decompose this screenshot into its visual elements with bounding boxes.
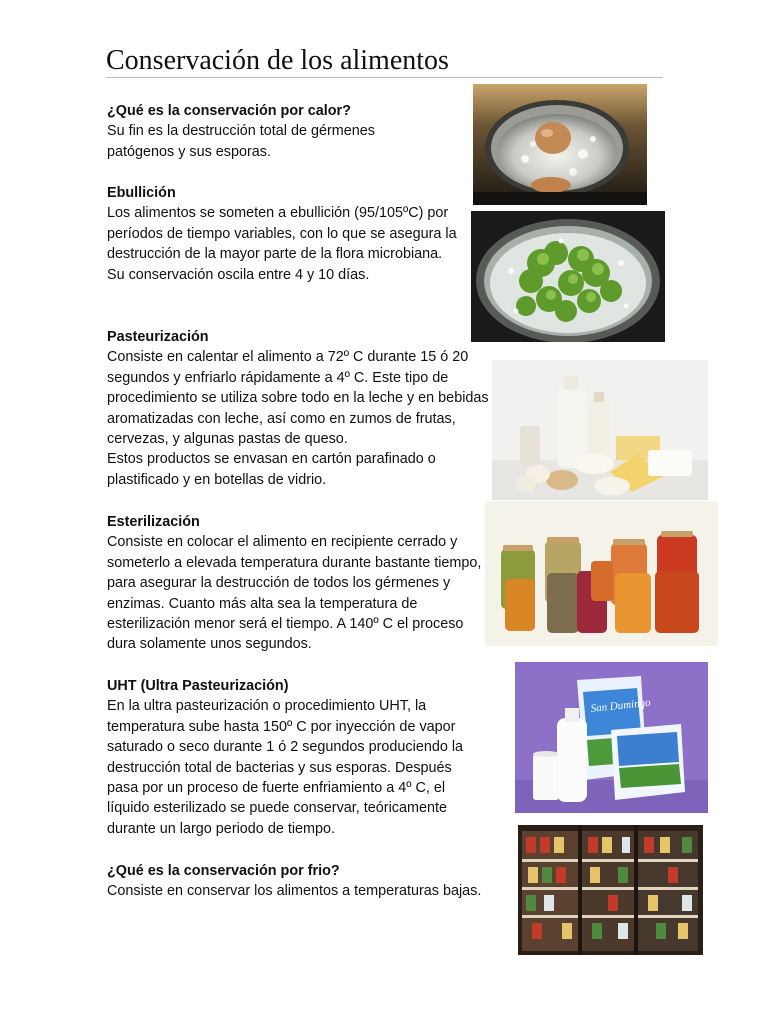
section-body: Consiste en colocar el alimento en recipiente cerrado y someterlo a elevada temperatura durante bastante tiempo, para asegurar la destrucción de todos los gérmenes y enzimas. Cuanto más alta sea la temperatura de esterilización menor será el tiempo. A 140º C el proceso dura solamente unos segundos. (107, 534, 482, 653)
section-heat-conservation (107, 101, 407, 162)
photo-supermarket-fridge (518, 825, 703, 955)
section-uht (107, 676, 467, 839)
photo-boiling-egg (473, 84, 647, 205)
milk-brand-label: San Dumingo (590, 696, 652, 715)
section-sterilization (107, 512, 482, 655)
photo-preserved-jars (485, 501, 718, 646)
section-heading: ¿Qué es la conservación por frio? (107, 863, 340, 879)
section-heading: Ebullición (107, 185, 176, 201)
section-heading: Esterilización (107, 514, 200, 530)
section-body: En la ultra pasteurización o procedimiento UHT, la temperatura sube hasta 150º C por inyección de vapor saturado o seco durante 1 ó 2 segundos produciendo la destrucción total de bacterias y sus esporas. Después pasa por un proceso de fuerte enfriamiento a 4º C, el líquido esterilizado se puede conservar, teóricamente durante un largo periodo de tiempo. (107, 698, 464, 837)
section-heading: Pasteurización (107, 329, 209, 345)
section-cold-conservation (107, 861, 507, 902)
section-body: Consiste en conservar los alimentos a temperaturas bajas. (107, 883, 482, 900)
section-boiling (107, 183, 462, 285)
section-heading: ¿Qué es la conservación por calor? (107, 103, 351, 119)
page-title: Conservación de los alimentos (106, 45, 449, 76)
title-divider (106, 77, 663, 78)
photo-dairy-products (492, 360, 708, 500)
section-pasteurization (107, 327, 497, 490)
section-body-2: Estos productos se envasan en cartón parafinado o plastificado y en botellas de vidrio. (107, 451, 436, 488)
section-heading: UHT (Ultra Pasteurización) (107, 678, 289, 694)
section-body: Los alimentos se someten a ebullición (95/105ºC) por períodos de tiempo variables, con lo que se asegura la destrucción de la mayor parte de la flora microbiana. Su conservación oscila entre 4 y 10 días. (107, 205, 457, 283)
photo-boiling-broccoli (471, 211, 665, 342)
photo-uht-milk (515, 662, 708, 813)
section-body: Consiste en calentar el alimento a 72º C durante 15 ó 20 segundos y enfriarlo rápidamente a 4º C. Este tipo de procedimiento se utiliza sobre todo en la leche y en bebidas aromatizadas con leche, así como en zumos de frutas, cervezas, y algunas pastas de queso. (107, 349, 489, 448)
section-body: Su fin es la destrucción total de gérmenes patógenos y sus esporas. (107, 123, 375, 160)
